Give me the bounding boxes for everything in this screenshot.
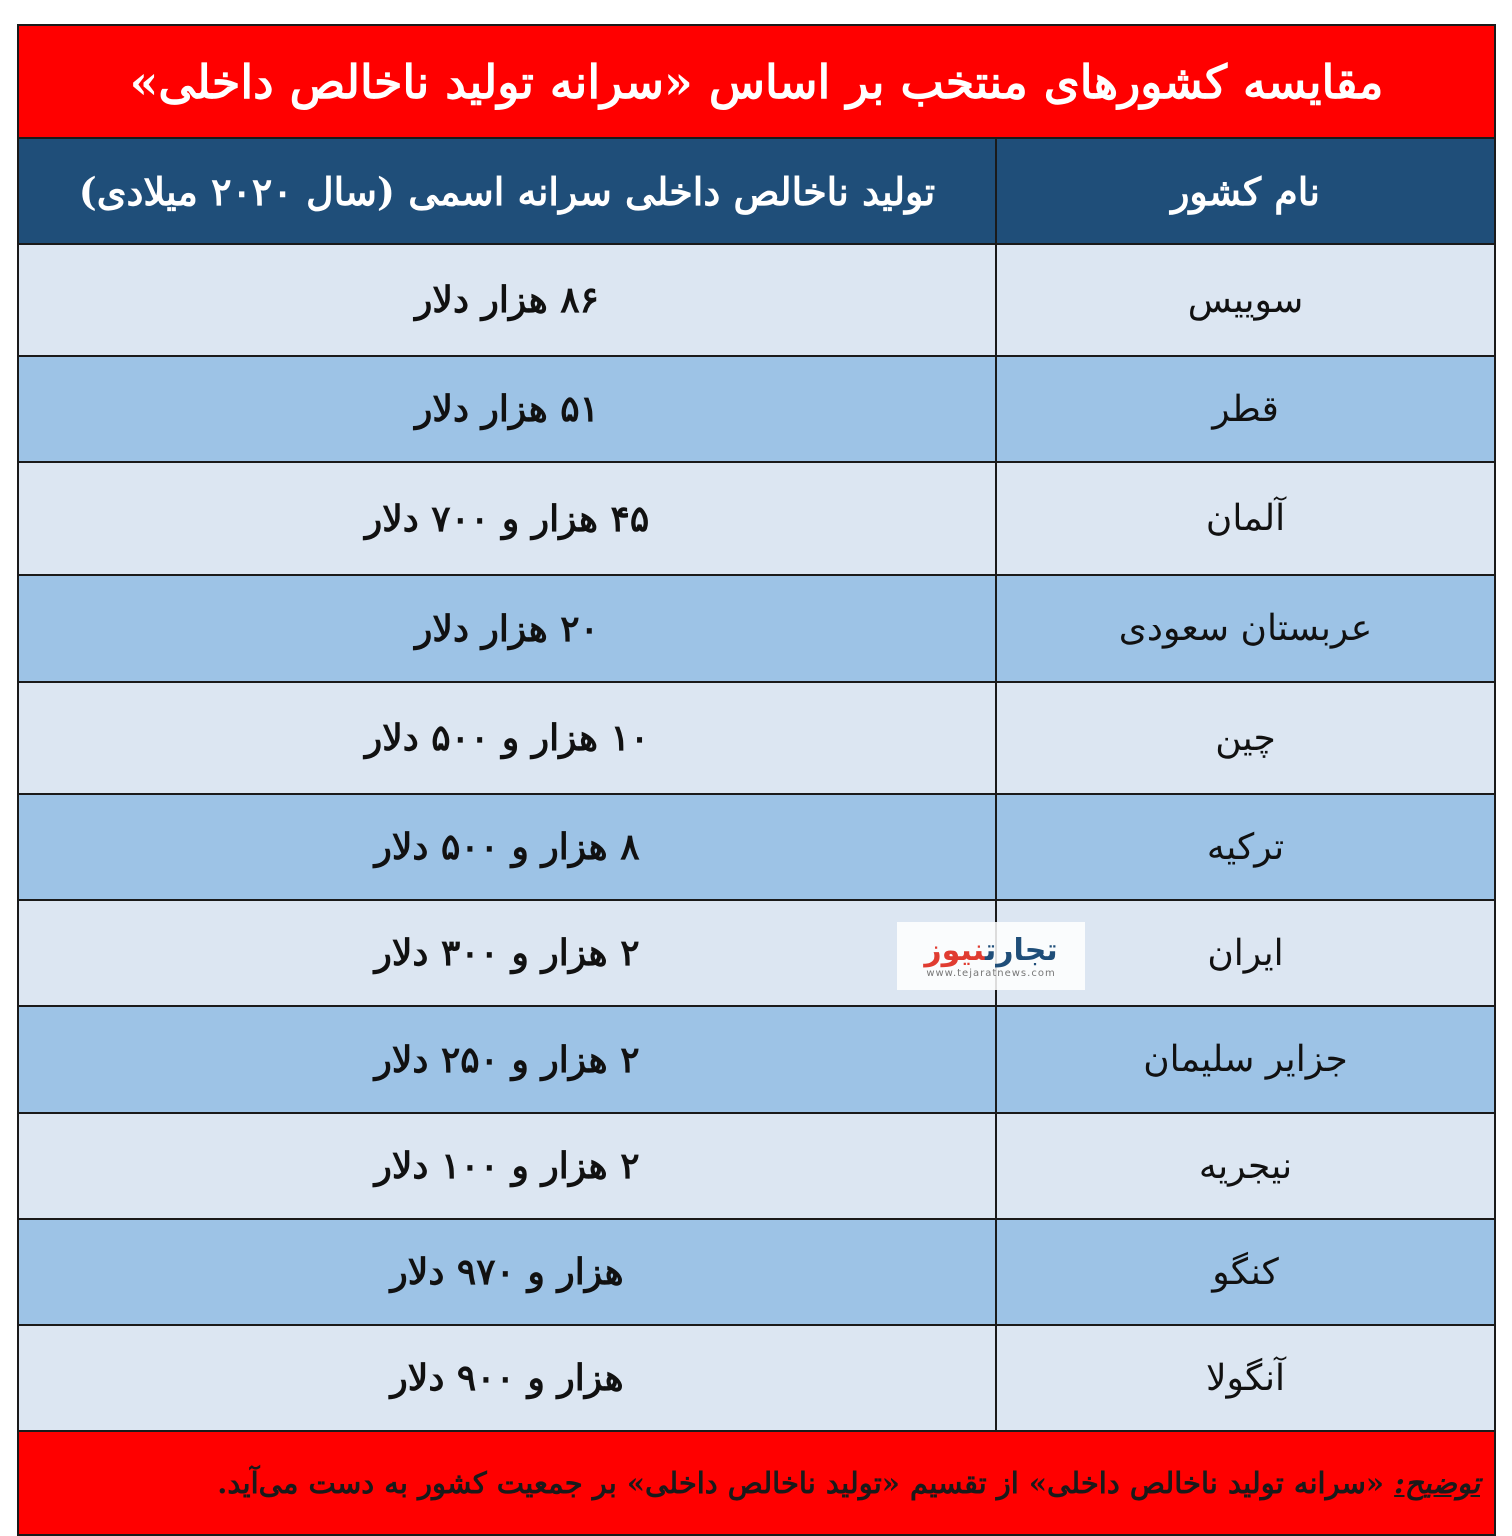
comparison-table: [17, 24, 1496, 1536]
gdp-value: ۲ هزار و ۲۵۰ دلار: [374, 1038, 640, 1081]
value-cell: [19, 245, 995, 355]
value-cell: [19, 901, 995, 1005]
table-row: [19, 683, 1494, 795]
table-row: [19, 901, 1494, 1007]
country-name: کنگو: [1212, 1251, 1279, 1293]
watermark-logo-part2: نیوز: [924, 932, 985, 968]
country-name: ایران: [1207, 932, 1284, 974]
footer-text-line: [217, 1466, 1480, 1500]
gdp-value: ۸ هزار و ۵۰۰ دلار: [374, 826, 640, 868]
value-cell: [19, 576, 995, 681]
country-cell: [995, 683, 1494, 793]
watermark-url: www.tejaratnews.com: [926, 967, 1056, 979]
country-cell: [995, 357, 1494, 461]
table-row: [19, 1326, 1494, 1432]
country-name: سوییس: [1187, 279, 1304, 321]
country-cell: [995, 1220, 1494, 1324]
table-row: [19, 463, 1494, 576]
gdp-value: ۴۵ هزار و ۷۰۰ دلار: [364, 497, 650, 540]
table-row: [19, 1114, 1494, 1220]
gdp-value: هزار و ۹۷۰ دلار: [390, 1251, 624, 1293]
gdp-value: ۵۱ هزار دلار: [415, 388, 599, 430]
country-name: آلمان: [1205, 498, 1286, 539]
value-cell: [19, 1220, 995, 1324]
table-row: [19, 795, 1494, 901]
country-cell: [995, 576, 1494, 681]
table-body: [19, 245, 1494, 1432]
table-row: [19, 357, 1494, 463]
country-name: قطر: [1212, 388, 1279, 430]
country-name: ترکیه: [1206, 826, 1285, 868]
country-name: جزایر سلیمان: [1143, 1039, 1348, 1080]
footer-note: [19, 1432, 1494, 1534]
value-cell: [19, 1007, 995, 1112]
table-row: [19, 1220, 1494, 1326]
country-cell: [995, 463, 1494, 574]
table-header: [19, 139, 1494, 245]
country-name: نیجریه: [1198, 1145, 1293, 1187]
header-value-label: تولید ناخالص داخلی سرانه اسمی (سال ۲۰۲۰ میلادی): [78, 168, 936, 214]
value-cell: [19, 795, 995, 899]
country-name: چین: [1215, 717, 1276, 759]
header-country-cell: [995, 139, 1494, 243]
value-cell: [19, 357, 995, 461]
country-cell: [995, 1007, 1494, 1112]
value-cell: [19, 1326, 995, 1430]
country-cell: [995, 1326, 1494, 1430]
country-name: آنگولا: [1205, 1357, 1286, 1399]
page-title: مقایسه کشورهای منتخب بر اساس «سرانه تولید ناخالص داخلی»: [129, 54, 1384, 109]
gdp-value: ۸۶ هزار دلار: [415, 279, 599, 321]
gdp-value: ۲۰ هزار دلار: [415, 607, 599, 650]
footer-body: «سرانه تولید ناخالص داخلی» از تقسیم «تولید ناخالص داخلی» بر جمعیت کشور به دست می‌آید.: [217, 1466, 1385, 1500]
table-row: [19, 245, 1494, 357]
footer-label: توضیح:: [1394, 1466, 1480, 1500]
header-country-label: نام کشور: [1171, 168, 1320, 214]
country-cell: [995, 245, 1494, 355]
gdp-value: ۲ هزار و ۱۰۰ دلار: [374, 1145, 640, 1187]
country-cell: [995, 1114, 1494, 1218]
watermark-logo-text: [924, 934, 1057, 968]
header-value-cell: [19, 139, 995, 243]
title-bar: [19, 26, 1494, 139]
table-row: [19, 576, 1494, 683]
gdp-value: هزار و ۹۰۰ دلار: [390, 1357, 624, 1399]
table-row: [19, 1007, 1494, 1114]
value-cell: [19, 1114, 995, 1218]
watermark-logo: [897, 922, 1085, 990]
value-cell: [19, 683, 995, 793]
country-name: عربستان سعودی: [1118, 608, 1373, 649]
gdp-value: ۲ هزار و ۳۰۰ دلار: [374, 932, 640, 974]
value-cell: [19, 463, 995, 574]
country-cell: [995, 795, 1494, 899]
gdp-value: ۱۰ هزار و ۵۰۰ دلار: [364, 717, 650, 759]
watermark-logo-part1: تجارت: [984, 932, 1058, 968]
